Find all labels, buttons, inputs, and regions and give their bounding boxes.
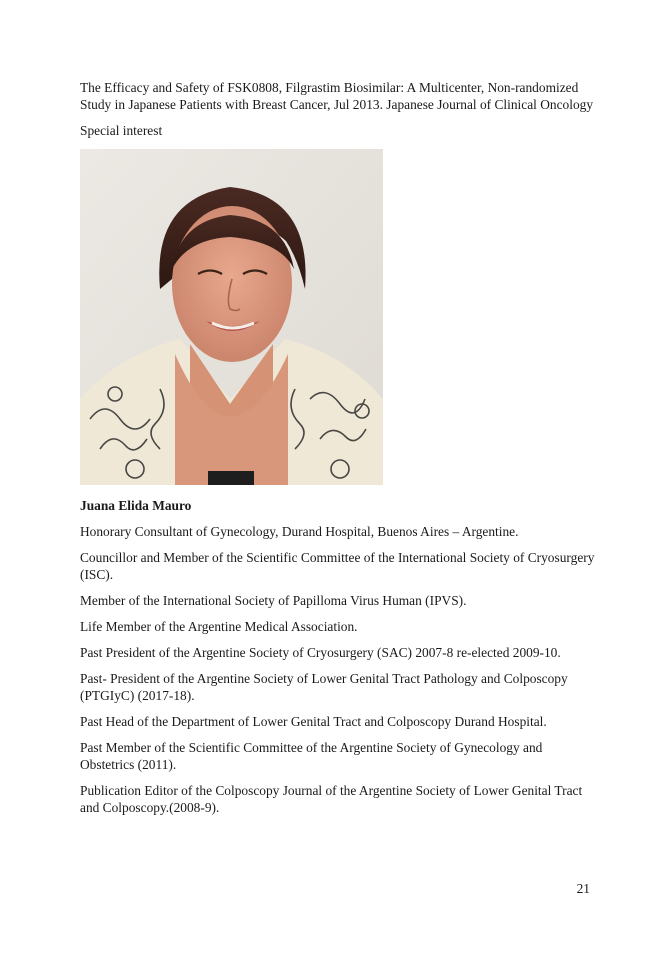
special-interest-label: Special interest (80, 123, 163, 138)
portrait-photo (80, 149, 383, 485)
page-number: 21 (576, 881, 590, 896)
profile-roles (80, 523, 595, 816)
profile-role: Honorary Consultant of Gynecology, Durand Hospital, Buenos Aires – Argentine. (80, 524, 519, 539)
profile-name: Juana Elida Mauro (80, 498, 192, 513)
profile-role: Life Member of the Argentine Medical Association. (80, 619, 358, 634)
profile-role: Councillor and Member of the Scientific Committee of the International Society of Cryosurgery (ISC). (80, 550, 595, 582)
profile-role: Publication Editor of the Colposcopy Journal of the Argentine Society of Lower Genital Tract and Colposcopy.(2008-9). (80, 783, 583, 815)
profile-role: Past Head of the Department of Lower Genital Tract and Colposcopy Durand Hospital. (80, 714, 547, 729)
profile-role: Past Member of the Scientific Committee of the Argentine Society of Gynecology and Obstetrics (2011). (80, 740, 543, 772)
publication-entry: The Efficacy and Safety of FSK0808, Filgrastim Biosimilar: A Multicenter, Non-randomized Study in Japanese Patients with Breast Cancer, Jul 2013. Japanese Journal of Clinical Oncology (80, 80, 594, 112)
page-content (80, 79, 595, 825)
profile-role: Past President of the Argentine Society of Cryosurgery (SAC) 2007-8 re-elected 2009-10. (80, 645, 561, 660)
profile-role: Past- President of the Argentine Society of Lower Genital Tract Pathology and Colposcopy (PTGIyC) (2017-18). (80, 671, 568, 703)
profile-role: Member of the International Society of Papilloma Virus Human (IPVS). (80, 593, 467, 608)
